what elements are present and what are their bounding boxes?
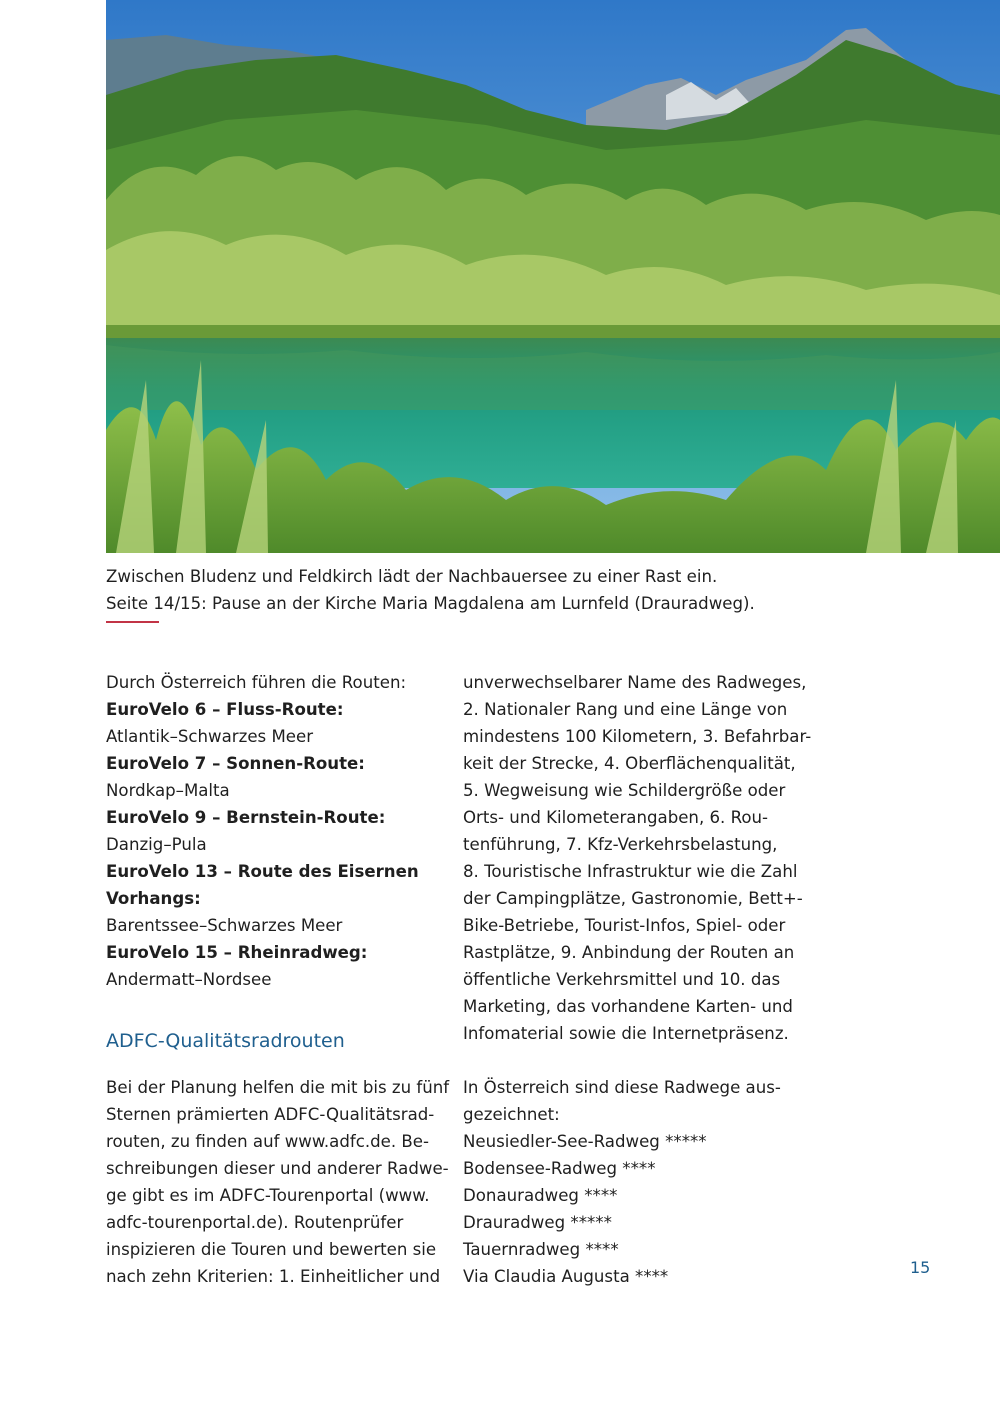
- body-line: schreibungen dieser und anderer Radwe-: [106, 1159, 449, 1178]
- route-span: Andermatt–Nordsee: [106, 970, 272, 989]
- body-line: unverwechselbarer Name des Radweges,: [463, 673, 807, 692]
- body-line: Marketing, das vorhandene Karten- und: [463, 997, 793, 1016]
- caption-accent-rule: [106, 621, 159, 623]
- body-line: nach zehn Kriterien: 1. Einheitlicher und: [106, 1267, 441, 1286]
- awarded-route: Drauradweg *****: [463, 1213, 612, 1232]
- body-line: Infomaterial sowie die Internetpräsenz.: [463, 1024, 789, 1043]
- page-number: 15: [910, 1258, 931, 1277]
- route-span: Atlantik–Schwarzes Meer: [106, 727, 314, 746]
- left-column: [106, 669, 456, 1290]
- body-line: 2. Nationaler Rang und eine Länge von: [463, 700, 788, 719]
- route-span: Danzig–Pula: [106, 835, 207, 854]
- routes-intro: Durch Österreich führen die Routen:: [106, 673, 407, 692]
- body-line: Bike-Betriebe, Tourist-Infos, Spiel- oder: [463, 916, 786, 935]
- lake-landscape-photo: [106, 0, 1000, 553]
- body-line: Sternen prämierten ADFC-Qualitätsrad-: [106, 1105, 435, 1124]
- caption-line-2: Seite 14/15: Pause an der Kirche Maria Magdalena am Lurnfeld (Drauradweg).: [106, 594, 755, 613]
- body-line: keit der Strecke, 4. Oberflächenqualität,: [463, 754, 796, 773]
- route-name: EuroVelo 15 – Rheinradweg:: [106, 943, 368, 962]
- photo-caption: [106, 563, 986, 617]
- route-span: Barentssee–Schwarzes Meer: [106, 916, 343, 935]
- route-name: EuroVelo 7 – Sonnen-Route:: [106, 754, 365, 773]
- body-line: 5. Wegweisung wie Schildergröße oder: [463, 781, 786, 800]
- body-line: der Campingplätze, Gastronomie, Bett+-: [463, 889, 803, 908]
- route-name: Vorhangs:: [106, 889, 201, 908]
- body-line: ge gibt es im ADFC-Tourenportal (www.: [106, 1186, 430, 1205]
- body-line: Orts- und Kilometerangaben, 6. Rou-: [463, 808, 769, 827]
- right-column: [463, 669, 813, 1290]
- route-span: Nordkap–Malta: [106, 781, 230, 800]
- body-line: mindestens 100 Kilometern, 3. Befahrbar-: [463, 727, 812, 746]
- body-line: tenführung, 7. Kfz-Verkehrsbelastung,: [463, 835, 778, 854]
- body-line: routen, zu finden auf www.adfc.de. Be-: [106, 1132, 429, 1151]
- award-intro: gezeichnet:: [463, 1105, 560, 1124]
- awarded-route: Tauernradweg ****: [463, 1240, 619, 1259]
- route-name: EuroVelo 6 – Fluss-Route:: [106, 700, 344, 719]
- awarded-route: Via Claudia Augusta ****: [463, 1267, 669, 1286]
- route-name: EuroVelo 9 – Bernstein-Route:: [106, 808, 386, 827]
- body-line: adfc-tourenportal.de). Routenprüfer: [106, 1213, 404, 1232]
- body-line: 8. Touristische Infrastruktur wie die Zahl: [463, 862, 798, 881]
- body-line: Bei der Planung helfen die mit bis zu fünf: [106, 1078, 450, 1097]
- award-intro: In Österreich sind diese Radwege aus-: [463, 1078, 781, 1097]
- awarded-route: Neusiedler-See-Radweg *****: [463, 1132, 707, 1151]
- awarded-route: Bodensee-Radweg ****: [463, 1159, 656, 1178]
- section-heading: ADFC-Qualitätsradrouten: [106, 1030, 345, 1052]
- body-line: öffentliche Verkehrsmittel und 10. das: [463, 970, 781, 989]
- awarded-route: Donauradweg ****: [463, 1186, 618, 1205]
- route-name: EuroVelo 13 – Route des Eisernen: [106, 862, 419, 881]
- body-line: inspizieren die Touren und bewerten sie: [106, 1240, 437, 1259]
- body-line: Rastplätze, 9. Anbindung der Routen an: [463, 943, 795, 962]
- caption-line-1: Zwischen Bludenz und Feldkirch lädt der Nachbauersee zu einer Rast ein.: [106, 567, 718, 586]
